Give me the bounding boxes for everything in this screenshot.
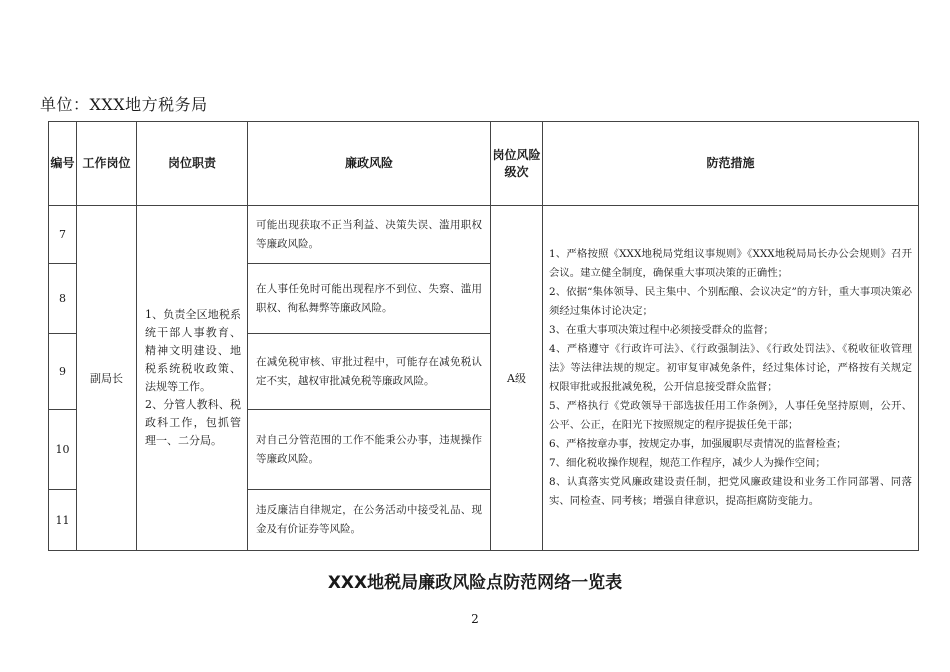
measure-item: 2、依据“集体领导、民主集中、个别酝酿、会议决定”的方针，重大事项决策必须经过集体讨论决定； — [549, 286, 912, 317]
unit-label: 单位：XXX地方税务局 — [40, 95, 208, 114]
measure-item: 7、细化税收操作规程，规范工作程序，减少人为操作空间； — [549, 457, 826, 469]
duty-item: 2、分管人教科、税政科工作，包抓管理一、二分局。 — [145, 398, 241, 447]
table-header-row — [49, 122, 919, 206]
measure-item: 5、严格执行《党政领导干部选拔任用工作条例》，人事任免坚持原则，公开、公平、公正，在阳光下按照规定的程序提拔任免干部； — [549, 400, 912, 431]
header-risk: 廉政风险 — [248, 122, 491, 206]
row-number: 9 — [49, 334, 77, 410]
measure-item: 4、严格遵守《行政许可法》、《行政强制法》、《行政处罚法》、《税收征收管理法》等法律法规的规定。初审复审减免条件，经过集体讨论，严格按有关规定权限审批或报批减免税，公开信息接受群众监督； — [549, 343, 912, 393]
risk-cell: 可能出现获取不正当利益、决策失误、滥用职权等廉政风险。 — [248, 206, 491, 264]
row-number: 8 — [49, 264, 77, 334]
header-num: 编号 — [49, 122, 77, 206]
header-level: 岗位风险级次 — [491, 122, 543, 206]
measure-item: 1、严格按照《XXX地税局党组议事规则》《XXX地税局局长办公会规则》召开会议。建立健全制度，确保重大事项决策的正确性； — [549, 248, 912, 279]
measures-cell — [543, 206, 919, 551]
duty-item: 1、负责全区地税系统干部人事教育、精神文明建设、地税系统税收政策、法规等工作。 — [145, 308, 241, 393]
duty-cell — [137, 206, 248, 551]
risk-table — [48, 121, 919, 551]
measure-item: 3、在重大事项决策过程中必须接受群众的监督； — [549, 324, 774, 336]
page-number: 2 — [471, 612, 479, 626]
risk-cell: 在人事任免时可能出现程序不到位、失察、滥用职权、徇私舞弊等廉政风险。 — [248, 264, 491, 334]
table-row — [49, 206, 919, 264]
header-post: 工作岗位 — [77, 122, 137, 206]
measure-item: 6、严格按章办事，按规定办事，加强履职尽责情况的监督检查； — [549, 438, 847, 450]
measure-item: 8、认真落实党风廉政建设责任制，把党风廉政建设和业务工作同部署、同落实、同检查、同考核；增强自律意识，提高拒腐防变能力。 — [549, 476, 912, 507]
risk-level-cell: A级 — [491, 206, 543, 551]
post-cell: 副局长 — [77, 206, 137, 551]
row-number: 10 — [49, 410, 77, 490]
header-measures: 防范措施 — [543, 122, 919, 206]
header-duty: 岗位职责 — [137, 122, 248, 206]
risk-cell: 违反廉洁自律规定，在公务活动中接受礼品、现金及有价证券等风险。 — [248, 490, 491, 551]
risk-cell: 在减免税审核、审批过程中，可能存在减免税认定不实，越权审批减免税等廉政风险。 — [248, 334, 491, 410]
page-title: XXX地税局廉政风险点防范网络一览表 — [327, 573, 623, 593]
risk-cell: 对自己分管范围的工作不能秉公办事，违规操作等廉政风险。 — [248, 410, 491, 490]
row-number: 7 — [49, 206, 77, 264]
row-number: 11 — [49, 490, 77, 551]
